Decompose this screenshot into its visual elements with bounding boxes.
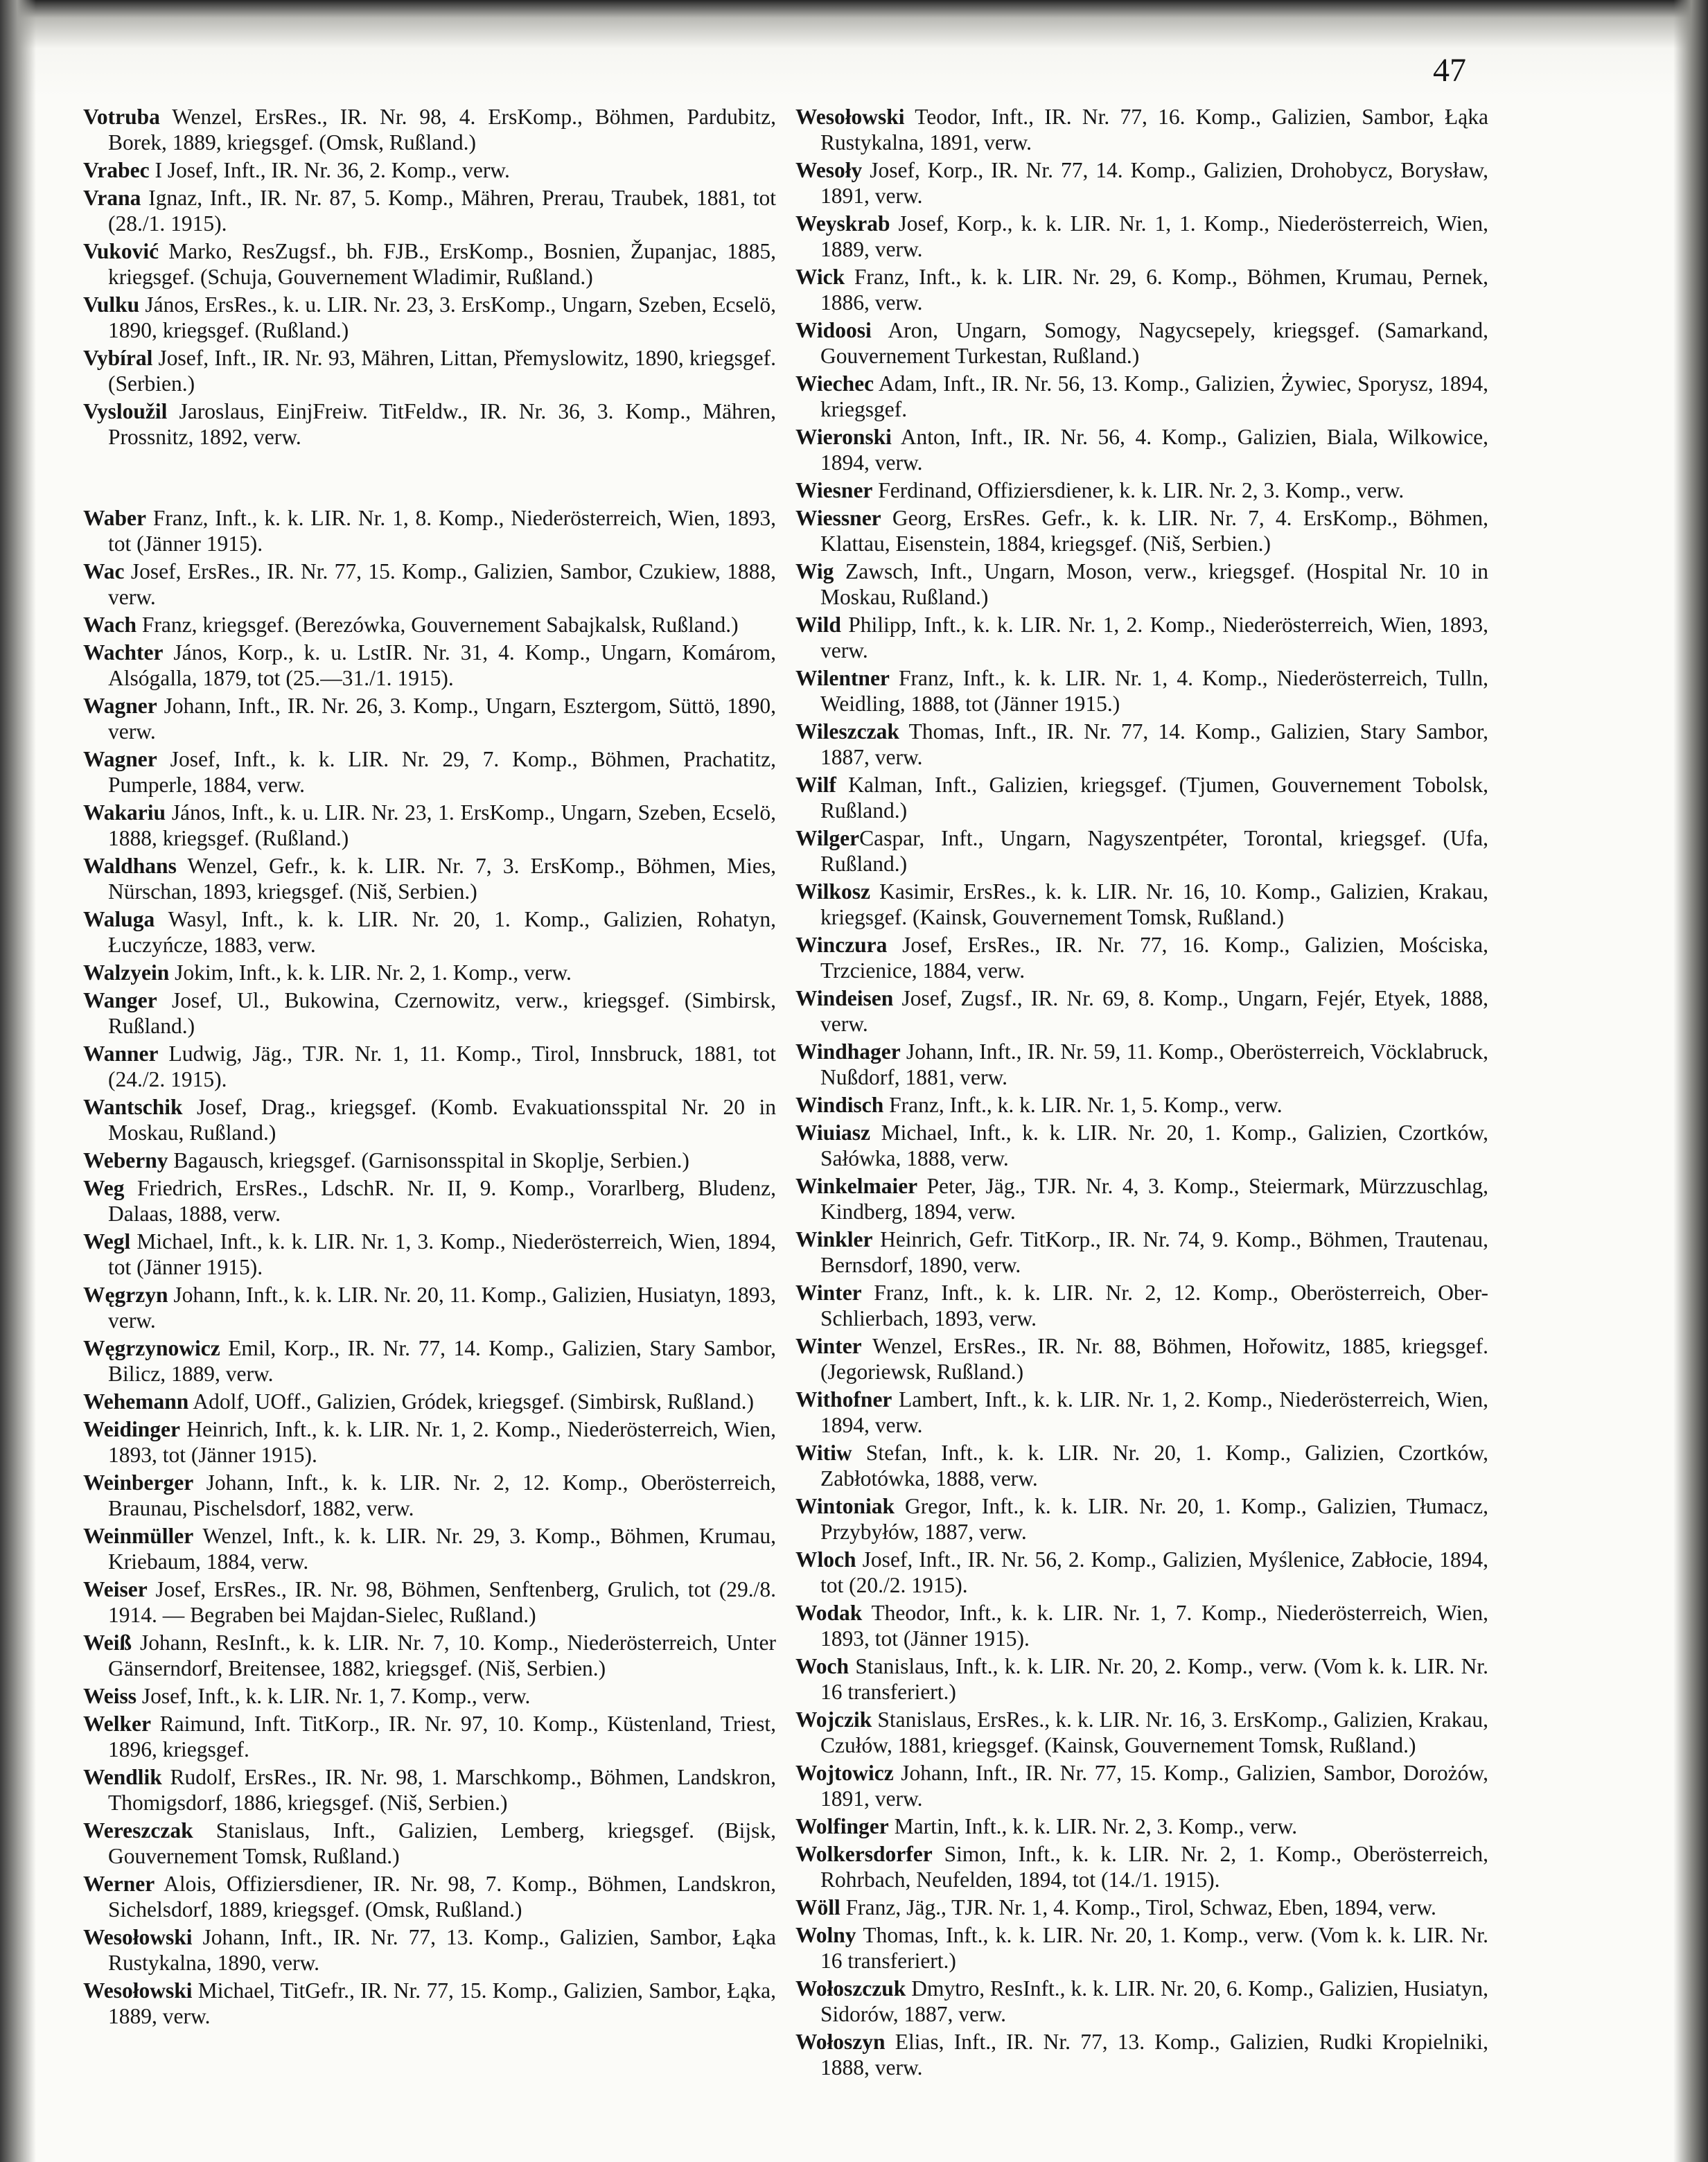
entry-surname: Vuković bbox=[83, 239, 159, 263]
list-entry bbox=[83, 1094, 776, 1145]
entry-details: Emil, Korp., IR. Nr. 77, 14. Komp., Galizien, Stary Sambor, Bilicz, 1889, verw. bbox=[108, 1336, 776, 1386]
list-entry bbox=[795, 1707, 1488, 1758]
entry-details: Peter, Jäg., TJR. Nr. 4, 3. Komp., Steiermark, Mürzzuschlag, Kindberg, 1894, verw. bbox=[820, 1174, 1488, 1224]
list-entry bbox=[795, 2029, 1488, 2080]
entry-details: Josef, ErsRes., IR. Nr. 98, Böhmen, Senftenberg, Grulich, tot (29./8. 1914. — Begraben bei Majdan-Sielec, Rußland.) bbox=[108, 1577, 776, 1627]
list-entry bbox=[83, 1764, 776, 1816]
entry-surname: Weinberger bbox=[83, 1470, 194, 1495]
list-entry bbox=[795, 1039, 1488, 1090]
list-entry bbox=[795, 1120, 1488, 1171]
entry-surname: Werner bbox=[83, 1872, 155, 1896]
entry-details: Jaroslaus, EinjFreiw. TitFeldw., IR. Nr. 36, 3. Komp., Mähren, Prossnitz, 1892, verw. bbox=[108, 399, 776, 449]
entry-details: Stanislaus, Inft., k. k. LIR. Nr. 20, 2. Komp., verw. (Vom k. k. LIR. Nr. 16 transferiert.) bbox=[820, 1654, 1488, 1704]
list-entry bbox=[795, 612, 1488, 663]
list-entry bbox=[795, 157, 1488, 209]
list-entry bbox=[795, 719, 1488, 770]
list-entry bbox=[83, 1175, 776, 1227]
entry-details: Johann, Inft., IR. Nr. 77, 15. Komp., Galizien, Sambor, Dorożów, 1891, verw. bbox=[820, 1761, 1488, 1811]
entry-details: Josef, ErsRes., IR. Nr. 77, 16. Komp., Galizien, Mościska, Trzcienice, 1884, verw. bbox=[820, 933, 1488, 983]
entry-details: Bagausch, kriegsgef. (Garnisonsspital in Skoplje, Serbien.) bbox=[168, 1148, 689, 1172]
entry-surname: Wiessner bbox=[795, 506, 881, 530]
entry-details: Michael, Inft., k. k. LIR. Nr. 1, 3. Komp., Niederösterreich, Wien, 1894, tot (Jänner 1915). bbox=[108, 1229, 776, 1279]
entry-details: Elias, Inft., IR. Nr. 77, 13. Komp., Galizien, Rudki Kropielniki, 1888, verw. bbox=[820, 2030, 1488, 2080]
list-entry bbox=[83, 1630, 776, 1681]
entry-surname: Wojczik bbox=[795, 1707, 872, 1732]
list-entry bbox=[83, 345, 776, 396]
entry-surname: Waluga bbox=[83, 907, 155, 931]
list-entry bbox=[795, 1493, 1488, 1545]
list-entry bbox=[795, 772, 1488, 823]
entry-surname: Wesołowski bbox=[83, 1925, 193, 1949]
list-entry bbox=[83, 1229, 776, 1280]
list-entry bbox=[83, 157, 776, 183]
entry-surname: Welker bbox=[83, 1712, 151, 1736]
entry-surname: Wakariu bbox=[83, 800, 166, 825]
entry-details: Ignaz, Inft., IR. Nr. 87, 5. Komp., Mähren, Prerau, Traubek, 1881, tot (28./1. 1915). bbox=[108, 186, 776, 236]
entry-details: Lambert, Inft., k. k. LIR. Nr. 1, 2. Komp., Niederösterreich, Wien, 1894, verw. bbox=[820, 1387, 1488, 1437]
entry-details: Ferdinand, Offiziersdiener, k. k. LIR. Nr. 2, 3. Komp., verw. bbox=[872, 478, 1405, 502]
list-entry bbox=[795, 879, 1488, 930]
entry-details: Franz, Jäg., TJR. Nr. 1, 4. Komp., Tirol, Schwaz, Eben, 1894, verw. bbox=[840, 1895, 1436, 1919]
entry-surname: Windisch bbox=[795, 1093, 884, 1117]
entry-surname: Winter bbox=[795, 1281, 862, 1305]
entry-surname: Wloch bbox=[795, 1547, 856, 1572]
list-entry bbox=[795, 985, 1488, 1037]
list-entry bbox=[83, 398, 776, 450]
entry-details: Kalman, Inft., Galizien, kriegsgef. (Tjumen, Gouvernement Tobolsk, Rußland.) bbox=[820, 773, 1488, 823]
entry-details: Josef, Inft., IR. Nr. 56, 2. Komp., Galizien, Myślenice, Zabłocie, 1894, tot (20./2. 1915). bbox=[820, 1547, 1488, 1597]
entry-surname: Wilger bbox=[795, 826, 860, 850]
list-entry bbox=[83, 292, 776, 343]
entry-details: Alois, Offiziersdiener, IR. Nr. 98, 7. Komp., Böhmen, Landskron, Sichelsdorf, 1889, kriegsgef. (Omsk, Rußland.) bbox=[108, 1872, 776, 1922]
entry-details: Josef, Korp., k. k. LIR. Nr. 1, 1. Komp., Niederösterreich, Wien, 1889, verw. bbox=[820, 211, 1488, 261]
entry-surname: Vysloužil bbox=[83, 399, 168, 423]
entry-details: Ludwig, Jäg., TJR. Nr. 1, 11. Komp., Tirol, Innsbruck, 1881, tot (24./2. 1915). bbox=[108, 1042, 776, 1091]
entry-details: Josef, Inft., IR. Nr. 93, Mähren, Littan, Přemyslowitz, 1890, kriegsgef. (Serbien.) bbox=[108, 346, 776, 396]
entry-surname: Wegl bbox=[83, 1229, 131, 1254]
entry-surname: Weiser bbox=[83, 1577, 148, 1601]
list-entry bbox=[83, 906, 776, 958]
entry-details: Josef, Zugsf., IR. Nr. 69, 8. Komp., Ungarn, Fejér, Etyek, 1888, verw. bbox=[820, 986, 1488, 1036]
entry-details: Stefan, Inft., k. k. LIR. Nr. 20, 1. Komp., Galizien, Czortków, Zabłotówka, 1888, verw. bbox=[820, 1441, 1488, 1491]
list-entry bbox=[83, 612, 776, 638]
list-entry bbox=[795, 1976, 1488, 2027]
list-entry bbox=[795, 477, 1488, 503]
list-entry bbox=[795, 1841, 1488, 1892]
entry-surname: Wesoły bbox=[795, 158, 863, 182]
list-entry bbox=[83, 238, 776, 290]
entry-details: Wasyl, Inft., k. k. LIR. Nr. 20, 1. Komp., Galizien, Rohatyn, Łuczyńcze, 1883, verw. bbox=[108, 907, 776, 957]
entry-surname: Witiw bbox=[795, 1441, 852, 1465]
entry-surname: Wereszczak bbox=[83, 1818, 193, 1843]
entry-surname: Widoosi bbox=[795, 318, 872, 342]
entry-details: Adam, Inft., IR. Nr. 56, 13. Komp., Galizien, Żywiec, Sporysz, 1894, kriegsgef. bbox=[820, 371, 1488, 421]
entry-details: János, ErsRes., k. u. LIR. Nr. 23, 3. ErsKomp., Ungarn, Szeben, Ecselö, 1890, kriegsgef. (Rußland.) bbox=[108, 292, 776, 342]
entry-surname: Vybíral bbox=[83, 346, 153, 370]
list-entry bbox=[795, 424, 1488, 475]
entry-surname: Wołoszczuk bbox=[795, 1976, 906, 2001]
entry-details: Caspar, Inft., Ungarn, Nagyszentpéter, Torontal, kriegsgef. (Ufa, Rußland.) bbox=[820, 826, 1488, 876]
entry-surname: Wieronski bbox=[795, 425, 892, 449]
list-entry bbox=[83, 746, 776, 798]
entry-details: Josef, ErsRes., IR. Nr. 77, 15. Komp., Galizien, Sambor, Czukiew, 1888, verw. bbox=[108, 559, 776, 609]
entry-surname: Vrana bbox=[83, 186, 141, 210]
entry-surname: Wantschik bbox=[83, 1095, 183, 1119]
entry-details: Georg, ErsRes. Gefr., k. k. LIR. Nr. 7, 4. ErsKomp., Böhmen, Klattau, Eisenstein, 1884, kriegsgef. (Niš, Serbien.) bbox=[820, 506, 1488, 556]
entry-surname: Wilkosz bbox=[795, 879, 870, 904]
list-entry bbox=[83, 1711, 776, 1762]
entry-surname: Węgrzyn bbox=[83, 1283, 168, 1307]
list-entry bbox=[795, 264, 1488, 315]
entry-surname: Wanger bbox=[83, 988, 157, 1012]
entry-details: Franz, kriegsgef. (Berezówka, Gouvernement Sabajkalsk, Rußland.) bbox=[137, 613, 739, 637]
list-entry bbox=[83, 1335, 776, 1387]
entry-details: Philipp, Inft., k. k. LIR. Nr. 1, 2. Komp., Niederösterreich, Wien, 1893, verw. bbox=[820, 613, 1488, 662]
list-entry bbox=[83, 1470, 776, 1521]
entry-surname: Vrabec bbox=[83, 158, 150, 182]
list-entry bbox=[795, 1922, 1488, 1974]
list-entry bbox=[83, 853, 776, 904]
entry-details: Josef, Inft., k. k. LIR. Nr. 1, 7. Komp., verw. bbox=[137, 1684, 531, 1708]
entry-details: Simon, Inft., k. k. LIR. Nr. 2, 1. Komp., Oberösterreich, Rohrbach, Neufelden, 1894, tot (14./1. 1915). bbox=[820, 1842, 1488, 1892]
entry-surname: Wilentner bbox=[795, 666, 890, 690]
list-entry bbox=[83, 1282, 776, 1333]
list-entry bbox=[795, 1760, 1488, 1811]
entry-surname: Wolkersdorfer bbox=[795, 1842, 933, 1866]
entry-surname: Węgrzynowicz bbox=[83, 1336, 220, 1360]
entry-surname: Wendlik bbox=[83, 1765, 162, 1789]
entry-surname: Wagner bbox=[83, 694, 157, 718]
entry-details: János, Korp., k. u. LstIR. Nr. 31, 4. Komp., Ungarn, Komárom, Alsógalla, 1879, tot (25.—31./1. 1915). bbox=[108, 640, 776, 690]
entry-surname: Weiß bbox=[83, 1631, 132, 1655]
entry-surname: Walzyein bbox=[83, 960, 170, 985]
list-entry bbox=[795, 559, 1488, 610]
entry-details: Friedrich, ErsRes., LdschR. Nr. II, 9. Komp., Vorarlberg, Bludenz, Dalaas, 1888, verw. bbox=[108, 1176, 776, 1226]
entry-details: Franz, Inft., k. k. LIR. Nr. 29, 6. Komp., Böhmen, Krumau, Pernek, 1886, verw. bbox=[820, 265, 1488, 315]
entry-details: Dmytro, ResInft., k. k. LIR. Nr. 20, 6. Komp., Galizien, Husiatyn, Sidorów, 1887, verw. bbox=[820, 1976, 1488, 2026]
list-entry bbox=[83, 1576, 776, 1628]
list-entry bbox=[83, 800, 776, 851]
entry-surname: Wojtowicz bbox=[795, 1761, 894, 1785]
list-entry bbox=[795, 932, 1488, 983]
list-entry bbox=[795, 1547, 1488, 1598]
list-entry bbox=[795, 1092, 1488, 1118]
list-entry bbox=[83, 1041, 776, 1092]
entry-surname: Weg bbox=[83, 1176, 125, 1200]
list-entry bbox=[795, 1333, 1488, 1385]
list-entry bbox=[795, 317, 1488, 369]
entry-surname: Votruba bbox=[83, 105, 160, 129]
entry-details: Adolf, UOff., Galizien, Gródek, kriegsgef. (Simbirsk, Rußland.) bbox=[188, 1389, 754, 1414]
list-entry bbox=[795, 1653, 1488, 1705]
entry-surname: Waber bbox=[83, 506, 146, 530]
list-entry bbox=[795, 1280, 1488, 1331]
entry-surname: Winczura bbox=[795, 933, 888, 957]
list-entry bbox=[83, 505, 776, 556]
entry-details: Theodor, Inft., k. k. LIR. Nr. 1, 7. Komp., Niederösterreich, Wien, 1893, tot (Jänner 1915). bbox=[820, 1601, 1488, 1651]
entry-surname: Weiss bbox=[83, 1684, 137, 1708]
entry-surname: Wild bbox=[795, 613, 841, 637]
entry-surname: Windeisen bbox=[795, 986, 894, 1010]
entry-details: Heinrich, Gefr. TitKorp., IR. Nr. 74, 9. Komp., Böhmen, Trautenau, Bernsdorf, 1890, verw. bbox=[820, 1227, 1488, 1277]
entry-details: Jokim, Inft., k. k. LIR. Nr. 2, 1. Komp., verw. bbox=[169, 960, 572, 985]
entry-details: Aron, Ungarn, Somogy, Nagycsepely, kriegsgef. (Samarkand, Gouvernement Turkestan, Rußland.) bbox=[820, 318, 1488, 368]
entry-surname: Wileszczak bbox=[795, 719, 899, 744]
entry-details: Johann, Inft., k. k. LIR. Nr. 20, 11. Komp., Galizien, Husiatyn, 1893, verw. bbox=[108, 1283, 776, 1333]
entry-surname: Winkelmaier bbox=[795, 1174, 918, 1198]
list-entry bbox=[83, 1683, 776, 1709]
entry-details: Stanislaus, Inft., Galizien, Lemberg, kriegsgef. (Bijsk, Gouvernement Tomsk, Rußland.) bbox=[108, 1818, 776, 1868]
entry-details: Martin, Inft., k. k. LIR. Nr. 2, 3. Komp., verw. bbox=[888, 1814, 1298, 1838]
entry-details: Kasimir, ErsRes., k. k. LIR. Nr. 16, 10. Komp., Galizien, Krakau, kriegsgef. (Kainsk, Gouvernement Tomsk, Rußland.) bbox=[820, 879, 1488, 929]
entry-details: Josef, Inft., k. k. LIR. Nr. 29, 7. Komp., Böhmen, Prachatitz, Pumperle, 1884, verw. bbox=[108, 747, 776, 797]
entry-surname: Wiuiasz bbox=[795, 1120, 870, 1145]
list-entry bbox=[795, 1440, 1488, 1491]
entry-details: Josef, Korp., IR. Nr. 77, 14. Komp., Galizien, Drohobycz, Borysław, 1891, verw. bbox=[820, 158, 1488, 208]
list-entry bbox=[795, 104, 1488, 155]
list-entry bbox=[83, 1978, 776, 2029]
entry-surname: Wöll bbox=[795, 1895, 840, 1919]
list-entry bbox=[795, 505, 1488, 556]
list-entry bbox=[795, 1600, 1488, 1651]
list-entry bbox=[83, 960, 776, 985]
list-entry bbox=[83, 1389, 776, 1414]
list-entry bbox=[83, 104, 776, 155]
list-entry bbox=[795, 1895, 1488, 1920]
entry-details: Gregor, Inft., k. k. LIR. Nr. 20, 1. Komp., Galizien, Tłumacz, Przybyłów, 1887, verw. bbox=[820, 1494, 1488, 1544]
list-entry bbox=[795, 825, 1488, 877]
entry-surname: Wach bbox=[83, 613, 137, 637]
entry-surname: Withofner bbox=[795, 1387, 892, 1412]
entry-details: Franz, Inft., k. k. LIR. Nr. 1, 8. Komp., Niederösterreich, Wien, 1893, tot (Jänner 1915). bbox=[108, 506, 776, 556]
entry-surname: Wilf bbox=[795, 773, 836, 797]
list-entry bbox=[83, 1148, 776, 1173]
entry-details: Anton, Inft., IR. Nr. 56, 4. Komp., Galizien, Biala, Wilkowice, 1894, verw. bbox=[820, 425, 1488, 475]
entry-details: Raimund, Inft. TitKorp., IR. Nr. 97, 10. Komp., Küstenland, Triest, 1896, kriegsgef. bbox=[108, 1712, 776, 1761]
entry-surname: Weidinger bbox=[83, 1417, 180, 1441]
list-entry bbox=[795, 1813, 1488, 1839]
scan-right-edge bbox=[1673, 0, 1708, 2162]
entry-surname: Windhager bbox=[795, 1039, 901, 1064]
entry-surname: Wodak bbox=[795, 1601, 863, 1625]
list-entry bbox=[83, 559, 776, 610]
entry-surname: Wolfinger bbox=[795, 1814, 889, 1838]
list-entry bbox=[795, 1387, 1488, 1438]
entry-surname: Wac bbox=[83, 559, 125, 583]
entry-surname: Wagner bbox=[83, 747, 157, 771]
scan-left-edge bbox=[0, 0, 36, 2162]
entry-details: Wenzel, Inft., k. k. LIR. Nr. 29, 3. Komp., Böhmen, Krumau, Kriebaum, 1884, verw. bbox=[108, 1524, 776, 1574]
entry-details: Johann, Inft., IR. Nr. 59, 11. Komp., Oberösterreich, Vöcklabruck, Nußdorf, 1881, verw. bbox=[820, 1039, 1488, 1089]
list-entry bbox=[795, 211, 1488, 262]
list-entry bbox=[795, 665, 1488, 717]
page-number: 47 bbox=[1433, 52, 1466, 89]
entry-details: I Josef, Inft., IR. Nr. 36, 2. Komp., verw. bbox=[149, 158, 510, 182]
entry-surname: Wołoszyn bbox=[795, 2030, 886, 2054]
entry-details: Michael, Inft., k. k. LIR. Nr. 20, 1. Komp., Galizien, Czortków, Sałówka, 1888, verw. bbox=[820, 1120, 1488, 1170]
entry-details: Stanislaus, ErsRes., k. k. LIR. Nr. 16, 3. ErsKomp., Galizien, Krakau, Czułów, 1881, kriegsgef. (Kainsk, Gouvernement Tomsk, Rußland.) bbox=[820, 1707, 1488, 1757]
entry-surname: Wesołowski bbox=[83, 1978, 193, 2003]
left-column bbox=[83, 104, 776, 2031]
entry-details: Franz, Inft., k. k. LIR. Nr. 1, 5. Komp., verw. bbox=[883, 1093, 1283, 1117]
list-entry bbox=[795, 1173, 1488, 1224]
entry-details: Johann, Inft., IR. Nr. 26, 3. Komp., Ungarn, Esztergom, Süttö, 1890, verw. bbox=[108, 694, 776, 744]
list-entry bbox=[795, 1227, 1488, 1278]
entry-details: Heinrich, Inft., k. k. LIR. Nr. 1, 2. Komp., Niederösterreich, Wien, 1893, tot (Jänner 1915). bbox=[108, 1417, 776, 1467]
entry-surname: Wolny bbox=[795, 1923, 856, 1947]
entry-details: Teodor, Inft., IR. Nr. 77, 16. Komp., Galizien, Sambor, Łąka Rustykalna, 1891, verw. bbox=[820, 105, 1488, 155]
entry-details: Josef, Ul., Bukowina, Czernowitz, verw., kriegsgef. (Simbirsk, Rußland.) bbox=[108, 988, 776, 1038]
list-entry bbox=[83, 987, 776, 1039]
entry-details: Thomas, Inft., k. k. LIR. Nr. 20, 1. Komp., verw. (Vom k. k. LIR. Nr. 16 transferiert.) bbox=[820, 1923, 1488, 1973]
entry-surname: Wehemann bbox=[83, 1389, 189, 1414]
list-entry bbox=[83, 640, 776, 691]
entry-surname: Vulku bbox=[83, 292, 140, 317]
entry-details: Josef, Drag., kriegsgef. (Komb. Evakuationsspital Nr. 20 in Moskau, Rußland.) bbox=[108, 1095, 776, 1145]
entry-surname: Wick bbox=[795, 265, 845, 289]
entry-surname: Woch bbox=[795, 1654, 849, 1678]
entry-details: Wenzel, Gefr., k. k. LIR. Nr. 7, 3. ErsKomp., Böhmen, Mies, Nürschan, 1893, kriegsgef. (Niš, Serbien.) bbox=[108, 854, 776, 904]
entry-surname: Waldhans bbox=[83, 854, 177, 878]
entry-surname: Winkler bbox=[795, 1227, 873, 1251]
list-entry bbox=[83, 1523, 776, 1574]
entry-details: Johann, Inft., k. k. LIR. Nr. 2, 12. Komp., Oberösterreich, Braunau, Pischelsdorf, 1882, verw. bbox=[108, 1470, 776, 1520]
list-entry bbox=[795, 371, 1488, 422]
entry-details: Wenzel, ErsRes., IR. Nr. 98, 4. ErsKomp., Böhmen, Pardubitz, Borek, 1889, kriegsgef. (Omsk, Rußland.) bbox=[108, 105, 776, 155]
entry-details: Zawsch, Inft., Ungarn, Moson, verw., kriegsgef. (Hospital Nr. 10 in Moskau, Rußland.) bbox=[820, 559, 1488, 609]
entry-details: Wenzel, ErsRes., IR. Nr. 88, Böhmen, Hořowitz, 1885, kriegsgef. (Jegoriewsk, Rußland.) bbox=[820, 1334, 1488, 1384]
list-entry bbox=[83, 185, 776, 236]
entry-details: Johann, ResInft., k. k. LIR. Nr. 7, 10. Komp., Niederösterreich, Unter Gänserndorf, Breitensee, 1882, kriegsgef. (Niš, Serbien.) bbox=[108, 1631, 776, 1680]
entry-details: János, Inft., k. u. LIR. Nr. 23, 1. ErsKomp., Ungarn, Szeben, Ecselö, 1888, kriegsgef. (Rußland.) bbox=[108, 800, 776, 850]
entry-details: Franz, Inft., k. k. LIR. Nr. 2, 12. Komp., Oberösterreich, Ober-Schlierbach, 1893, verw. bbox=[820, 1281, 1488, 1330]
entry-surname: Wintoniak bbox=[795, 1494, 895, 1518]
entry-details: Rudolf, ErsRes., IR. Nr. 98, 1. Marschkomp., Böhmen, Landskron, Thomigsdorf, 1886, kriegsgef. (Niš, Serbien.) bbox=[108, 1765, 776, 1815]
list-entry bbox=[83, 693, 776, 744]
entry-surname: Wig bbox=[795, 559, 834, 583]
entry-surname: Wachter bbox=[83, 640, 164, 665]
entry-surname: Wanner bbox=[83, 1042, 159, 1066]
entry-surname: Wesołowski bbox=[795, 105, 905, 129]
list-entry bbox=[83, 1924, 776, 1976]
entry-surname: Weyskrab bbox=[795, 211, 890, 236]
entry-surname: Wiechec bbox=[795, 371, 874, 396]
entry-surname: Wiesner bbox=[795, 478, 873, 502]
entry-details: Franz, Inft., k. k. LIR. Nr. 1, 4. Komp., Niederösterreich, Tulln, Weidling, 1888, tot (Jänner 1915.) bbox=[820, 666, 1488, 716]
entry-surname: Weberny bbox=[83, 1148, 168, 1172]
entry-details: Marko, ResZugsf., bh. FJB., ErsKomp., Bosnien, Županjac, 1885, kriegsgef. (Schuja, Gouvernement Wladimir, Rußland.) bbox=[108, 239, 776, 289]
right-column bbox=[795, 104, 1488, 2082]
entry-details: Michael, TitGefr., IR. Nr. 77, 15. Komp., Galizien, Sambor, Łąka, 1889, verw. bbox=[108, 1978, 776, 2028]
entry-surname: Winter bbox=[795, 1334, 862, 1358]
list-entry bbox=[83, 1818, 776, 1869]
list-entry bbox=[83, 1871, 776, 1922]
list-entry bbox=[83, 1416, 776, 1468]
entry-surname: Weinmüller bbox=[83, 1524, 194, 1548]
entry-details: Johann, Inft., IR. Nr. 77, 13. Komp., Galizien, Sambor, Łąka Rustykalna, 1890, verw. bbox=[108, 1925, 776, 1975]
entry-details: Thomas, Inft., IR. Nr. 77, 14. Komp., Galizien, Stary Sambor, 1887, verw. bbox=[820, 719, 1488, 769]
